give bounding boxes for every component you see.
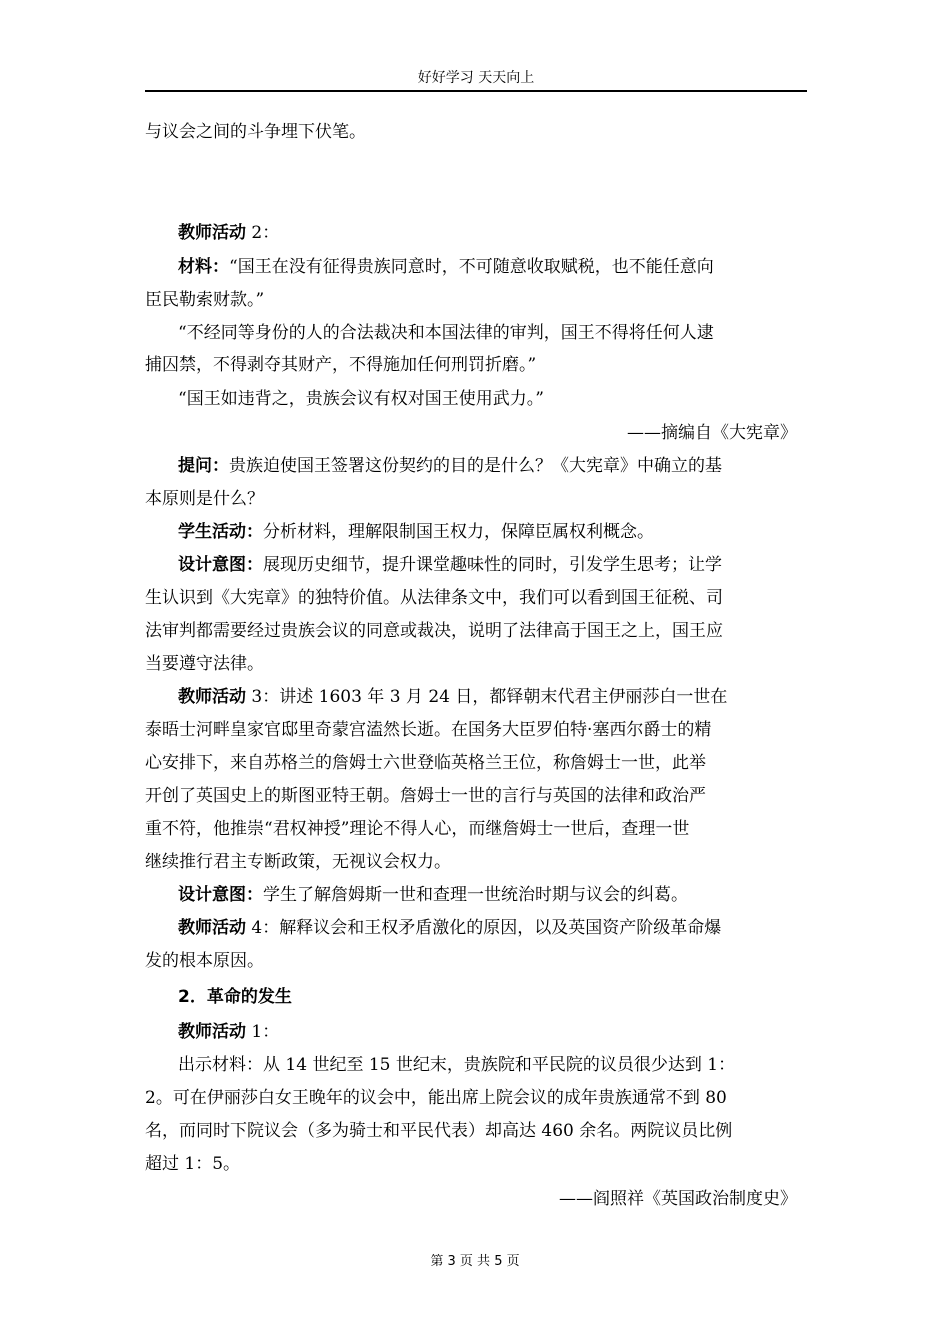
paragraph-line: 与议会之间的斗争埋下伏笔。 xyxy=(145,122,366,142)
paragraph-line: 开创了英国史上的斯图亚特王朝。詹姆士一世的言行与英国的法律和政治严 xyxy=(145,786,706,806)
label-teacher-activity: 教师活动 xyxy=(178,918,246,938)
section-heading: 2．革命的发生 xyxy=(178,987,292,1007)
paragraph-line: 心安排下，来自苏格兰的詹姆士六世登临英格兰王位，称詹姆士一世，此举 xyxy=(145,753,706,773)
paragraph-line: 出示材料：从 14 世纪至 15 世纪末，贵族院和平民院的议员很少达到 1： xyxy=(178,1055,736,1075)
paragraph-line: 教师活动 4：解释议会和王权矛盾激化的原因，以及英国资产阶级革命爆 xyxy=(178,918,722,938)
paragraph-line: 2。可在伊丽莎白女王晚年的议会中，能出席上院会议的成年贵族通常不到 80 xyxy=(145,1088,727,1108)
paragraph-line: 名，而同时下院议会（多为骑士和平民代表）却高达 460 余名。两院议员比例 xyxy=(145,1121,733,1141)
paragraph-line: 设计意图：展现历史细节，提升课堂趣味性的同时，引发学生思考；让学 xyxy=(178,555,722,575)
paragraph-line: “不经同等身份的人的合法裁决和本国法律的审判，国王不得将任何人逮 xyxy=(178,323,714,343)
paragraph-line: 泰晤士河畔皇家官邸里奇蒙宫溘然长逝。在国务大臣罗伯特·塞西尔爵士的精 xyxy=(145,720,712,740)
paragraph-line: 教师活动 1： xyxy=(178,1022,280,1042)
paragraph-line: 教师活动 2： xyxy=(178,223,280,243)
label-teacher-activity: 教师活动 xyxy=(178,687,246,707)
paragraph-line: 当要遵守法律。 xyxy=(145,654,264,674)
label-teacher-activity: 教师活动 xyxy=(178,1022,246,1042)
paragraph-line: 臣民勒索财款。” xyxy=(145,290,265,310)
paragraph-line: 继续推行君主专断政策，无视议会权力。 xyxy=(145,852,451,872)
label-design-intent: 设计意图： xyxy=(178,885,263,905)
paragraph-line: 材料：“国王在没有征得贵族同意时，不可随意收取赋税，也不能任意向 xyxy=(178,257,714,277)
document-body xyxy=(145,0,807,1344)
citation: ——摘编自《大宪章》 xyxy=(627,423,797,443)
paragraph-line: 学生活动：分析材料，理解限制国王权力，保障臣属权利概念。 xyxy=(178,522,654,542)
paragraph-line: 设计意图：学生了解詹姆斯一世和查理一世统治时期与议会的纠葛。 xyxy=(178,885,688,905)
paragraph-line: 捕囚禁，不得剥夺其财产，不得施加任何刑罚折磨。” xyxy=(145,355,537,375)
paragraph-line: 生认识到《大宪章》的独特价值。从法律条文中，我们可以看到国王征税、司 xyxy=(145,588,723,608)
paragraph-line: 提问：贵族迫使国王签署这份契约的目的是什么？《大宪章》中确立的基 xyxy=(178,456,722,476)
label-question: 提问： xyxy=(178,456,229,476)
paragraph-line: 法审判都需要经过贵族会议的同意或裁决，说明了法律高于国王之上，国王应 xyxy=(145,621,723,641)
citation: ——阎照祥《英国政治制度史》 xyxy=(559,1189,797,1209)
paragraph-line: 教师活动 3：讲述 1603 年 3 月 24 日，都铎朝末代君主伊丽莎白一世在 xyxy=(178,687,728,707)
header-title: 好好学习 天天向上 xyxy=(417,70,535,86)
page-number: 第 3 页 共 5 页 xyxy=(430,1254,520,1269)
label-design-intent: 设计意图： xyxy=(178,555,263,575)
paragraph-line: 发的根本原因。 xyxy=(145,951,264,971)
label-student-activity: 学生活动： xyxy=(178,522,263,542)
paragraph-line: 本原则是什么？ xyxy=(145,489,264,509)
label-teacher-activity: 教师活动 xyxy=(178,223,246,243)
paragraph-line: 重不符，他推崇“君权神授”理论不得人心，而继詹姆士一世后，查理一世 xyxy=(145,819,690,839)
paragraph-line: “国王如违背之，贵族会议有权对国王使用武力。” xyxy=(178,389,544,409)
paragraph-line: 超过 1：5。 xyxy=(145,1154,241,1174)
page-footer xyxy=(0,1250,950,1269)
label-material: 材料： xyxy=(178,257,229,277)
